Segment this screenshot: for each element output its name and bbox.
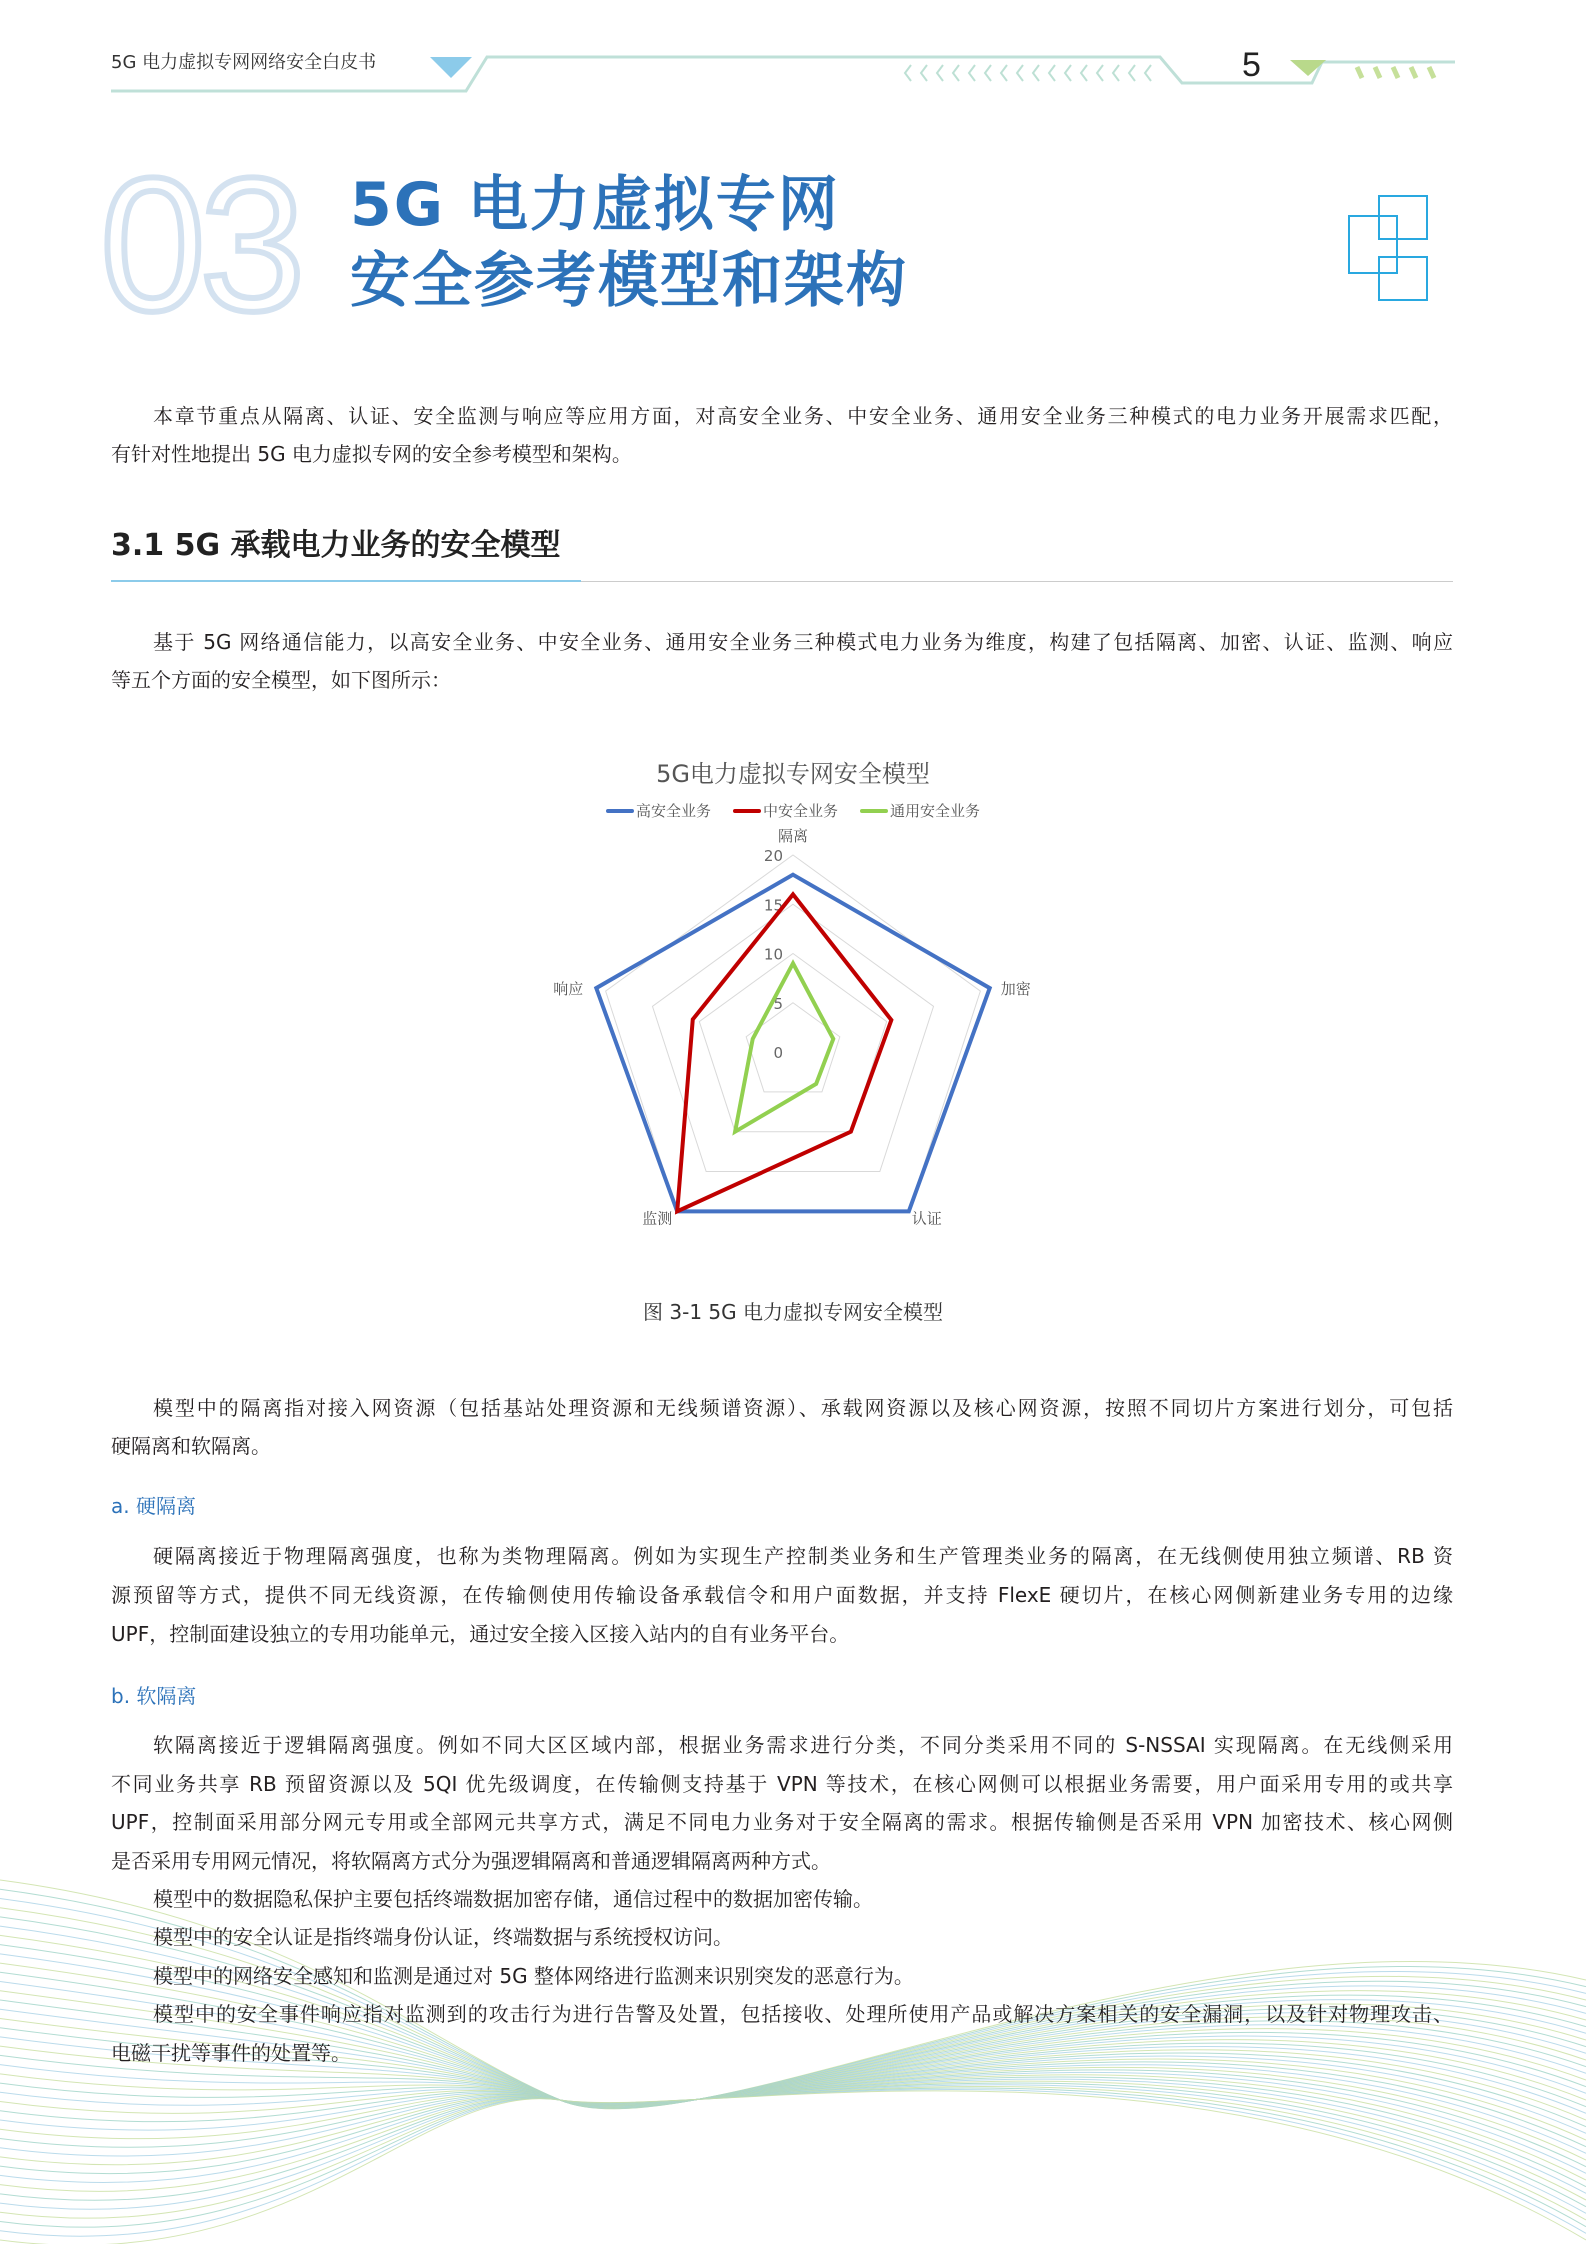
radar-gridline <box>746 1003 840 1092</box>
paragraph-line: 软隔离接近于逻辑隔离强度。例如不同大区区域内部，根据业务需求进行分类，不同分类采用不同的 S-NSSAI 实现隔离。在无线侧采用 <box>153 1733 1453 1757</box>
figure-caption: 图 3-1 5G 电力虚拟专网安全模型 <box>643 1300 943 1324</box>
series-line <box>596 875 989 1212</box>
paragraph-line: 是否采用专用网元情况，将软隔离方式分为强逻辑隔离和普通逻辑隔离两种方式。 <box>111 1849 831 1873</box>
axis-label: 加密 <box>1000 980 1031 999</box>
chapter-title-line1: 5G 电力虚拟专网 <box>350 170 840 240</box>
paragraph-line: 不同业务共享 RB 预留资源以及 5QI 优先级调度，在传输侧支持基于 VPN 等技术，在核心网侧可以根据业务需要，用户面采用专用的或共享 <box>111 1772 1453 1796</box>
paragraph-line: UPF，控制面采用部分网元专用或全部网元共享方式，满足不同电力业务对于安全隔离的需求。根据传输侧是否采用 VPN 加密技术、核心网侧 <box>111 1810 1453 1834</box>
chart-title: 5G电力虚拟专网安全模型 <box>656 760 930 788</box>
paragraph-line: 模型中的数据隐私保护主要包括终端数据加密存储，通信过程中的数据加密传输。 <box>153 1887 873 1911</box>
legend-item-general: 通用安全业务 <box>860 800 980 821</box>
paragraph-line: 基于 5G 网络通信能力，以高安全业务、中安全业务、通用安全业务三种模式电力业务为维度，构建了包括隔离、加密、认证、监测、响应 <box>153 630 1453 654</box>
chapter-title-line2: 安全参考模型和架构 <box>350 246 908 316</box>
chapter-number: 03 <box>100 139 300 351</box>
paragraph-line: 硬隔离接近于物理隔离强度，也称为类物理隔离。例如为实现生产控制类业务和生产管理类业务的隔离，在无线侧使用独立频谱、RB 资 <box>153 1544 1453 1568</box>
page-number: 5 <box>1242 46 1261 84</box>
paragraph-line: 源预留等方式，提供不同无线资源，在传输侧使用传输设备承载信令和用户面数据，并支持 FlexE 硬切片，在核心网侧新建业务专用的边缘 <box>111 1583 1453 1607</box>
paragraph-line: 硬隔离和软隔离。 <box>111 1434 271 1458</box>
section-heading: 3.1 5G 承载电力业务的安全模型 <box>111 528 561 563</box>
legend-item-high: 高安全业务 <box>606 800 711 821</box>
paragraph-line: 电磁干扰等事件的处置等。 <box>111 2041 351 2065</box>
subheading-soft-isolation: b. 软隔离 <box>111 1684 197 1708</box>
subheading-hard-isolation: a. 硬隔离 <box>111 1494 196 1518</box>
axis-label: 认证 <box>911 1209 942 1228</box>
paragraph-line: 等五个方面的安全模型，如下图所示： <box>111 668 451 692</box>
axis-label: 监测 <box>642 1209 673 1228</box>
paragraph-line: 模型中的网络安全感知和监测是通过对 5G 整体网络进行监测来识别突发的恶意行为。 <box>153 1964 914 1988</box>
radial-tick-label: 20 <box>763 847 783 865</box>
intro-line: 本章节重点从隔离、认证、安全监测与响应等应用方面，对高安全业务、中安全业务、通用安全业务三种模式的电力业务开展需求匹配， <box>153 404 1453 428</box>
radial-tick-label: 10 <box>763 945 783 964</box>
intro-line: 有针对性地提出 5G 电力虚拟专网的安全参考模型和架构。 <box>111 442 632 466</box>
paragraph-line: 模型中的隔离指对接入网资源（包括基站处理资源和无线频谱资源）、承载网资源以及核心网资源，按照不同切片方案进行划分，可包括 <box>153 1396 1453 1420</box>
axis-label: 隔离 <box>777 827 809 845</box>
radial-tick-label: 0 <box>773 1044 783 1062</box>
paragraph-line: 模型中的安全认证是指终端身份认证，终端数据与系统授权访问。 <box>153 1925 733 1949</box>
radial-tick-label: 15 <box>763 896 783 915</box>
radial-tick-label: 5 <box>773 994 783 1013</box>
series-line <box>735 963 833 1131</box>
legend-item-medium: 中安全业务 <box>733 800 838 821</box>
document-title: 5G 电力虚拟专网网络安全白皮书 <box>111 52 377 73</box>
paragraph-line: 模型中的安全事件响应指对监测到的攻击行为进行告警及处置，包括接收、处理所使用产品或解决方案相关的安全漏洞，以及针对物理攻击、 <box>153 2002 1453 2026</box>
paragraph-line: UPF，控制面建设独立的专用功能单元，通过安全接入区接入站内的自有业务平台。 <box>111 1622 850 1646</box>
axis-label: 响应 <box>553 980 584 999</box>
